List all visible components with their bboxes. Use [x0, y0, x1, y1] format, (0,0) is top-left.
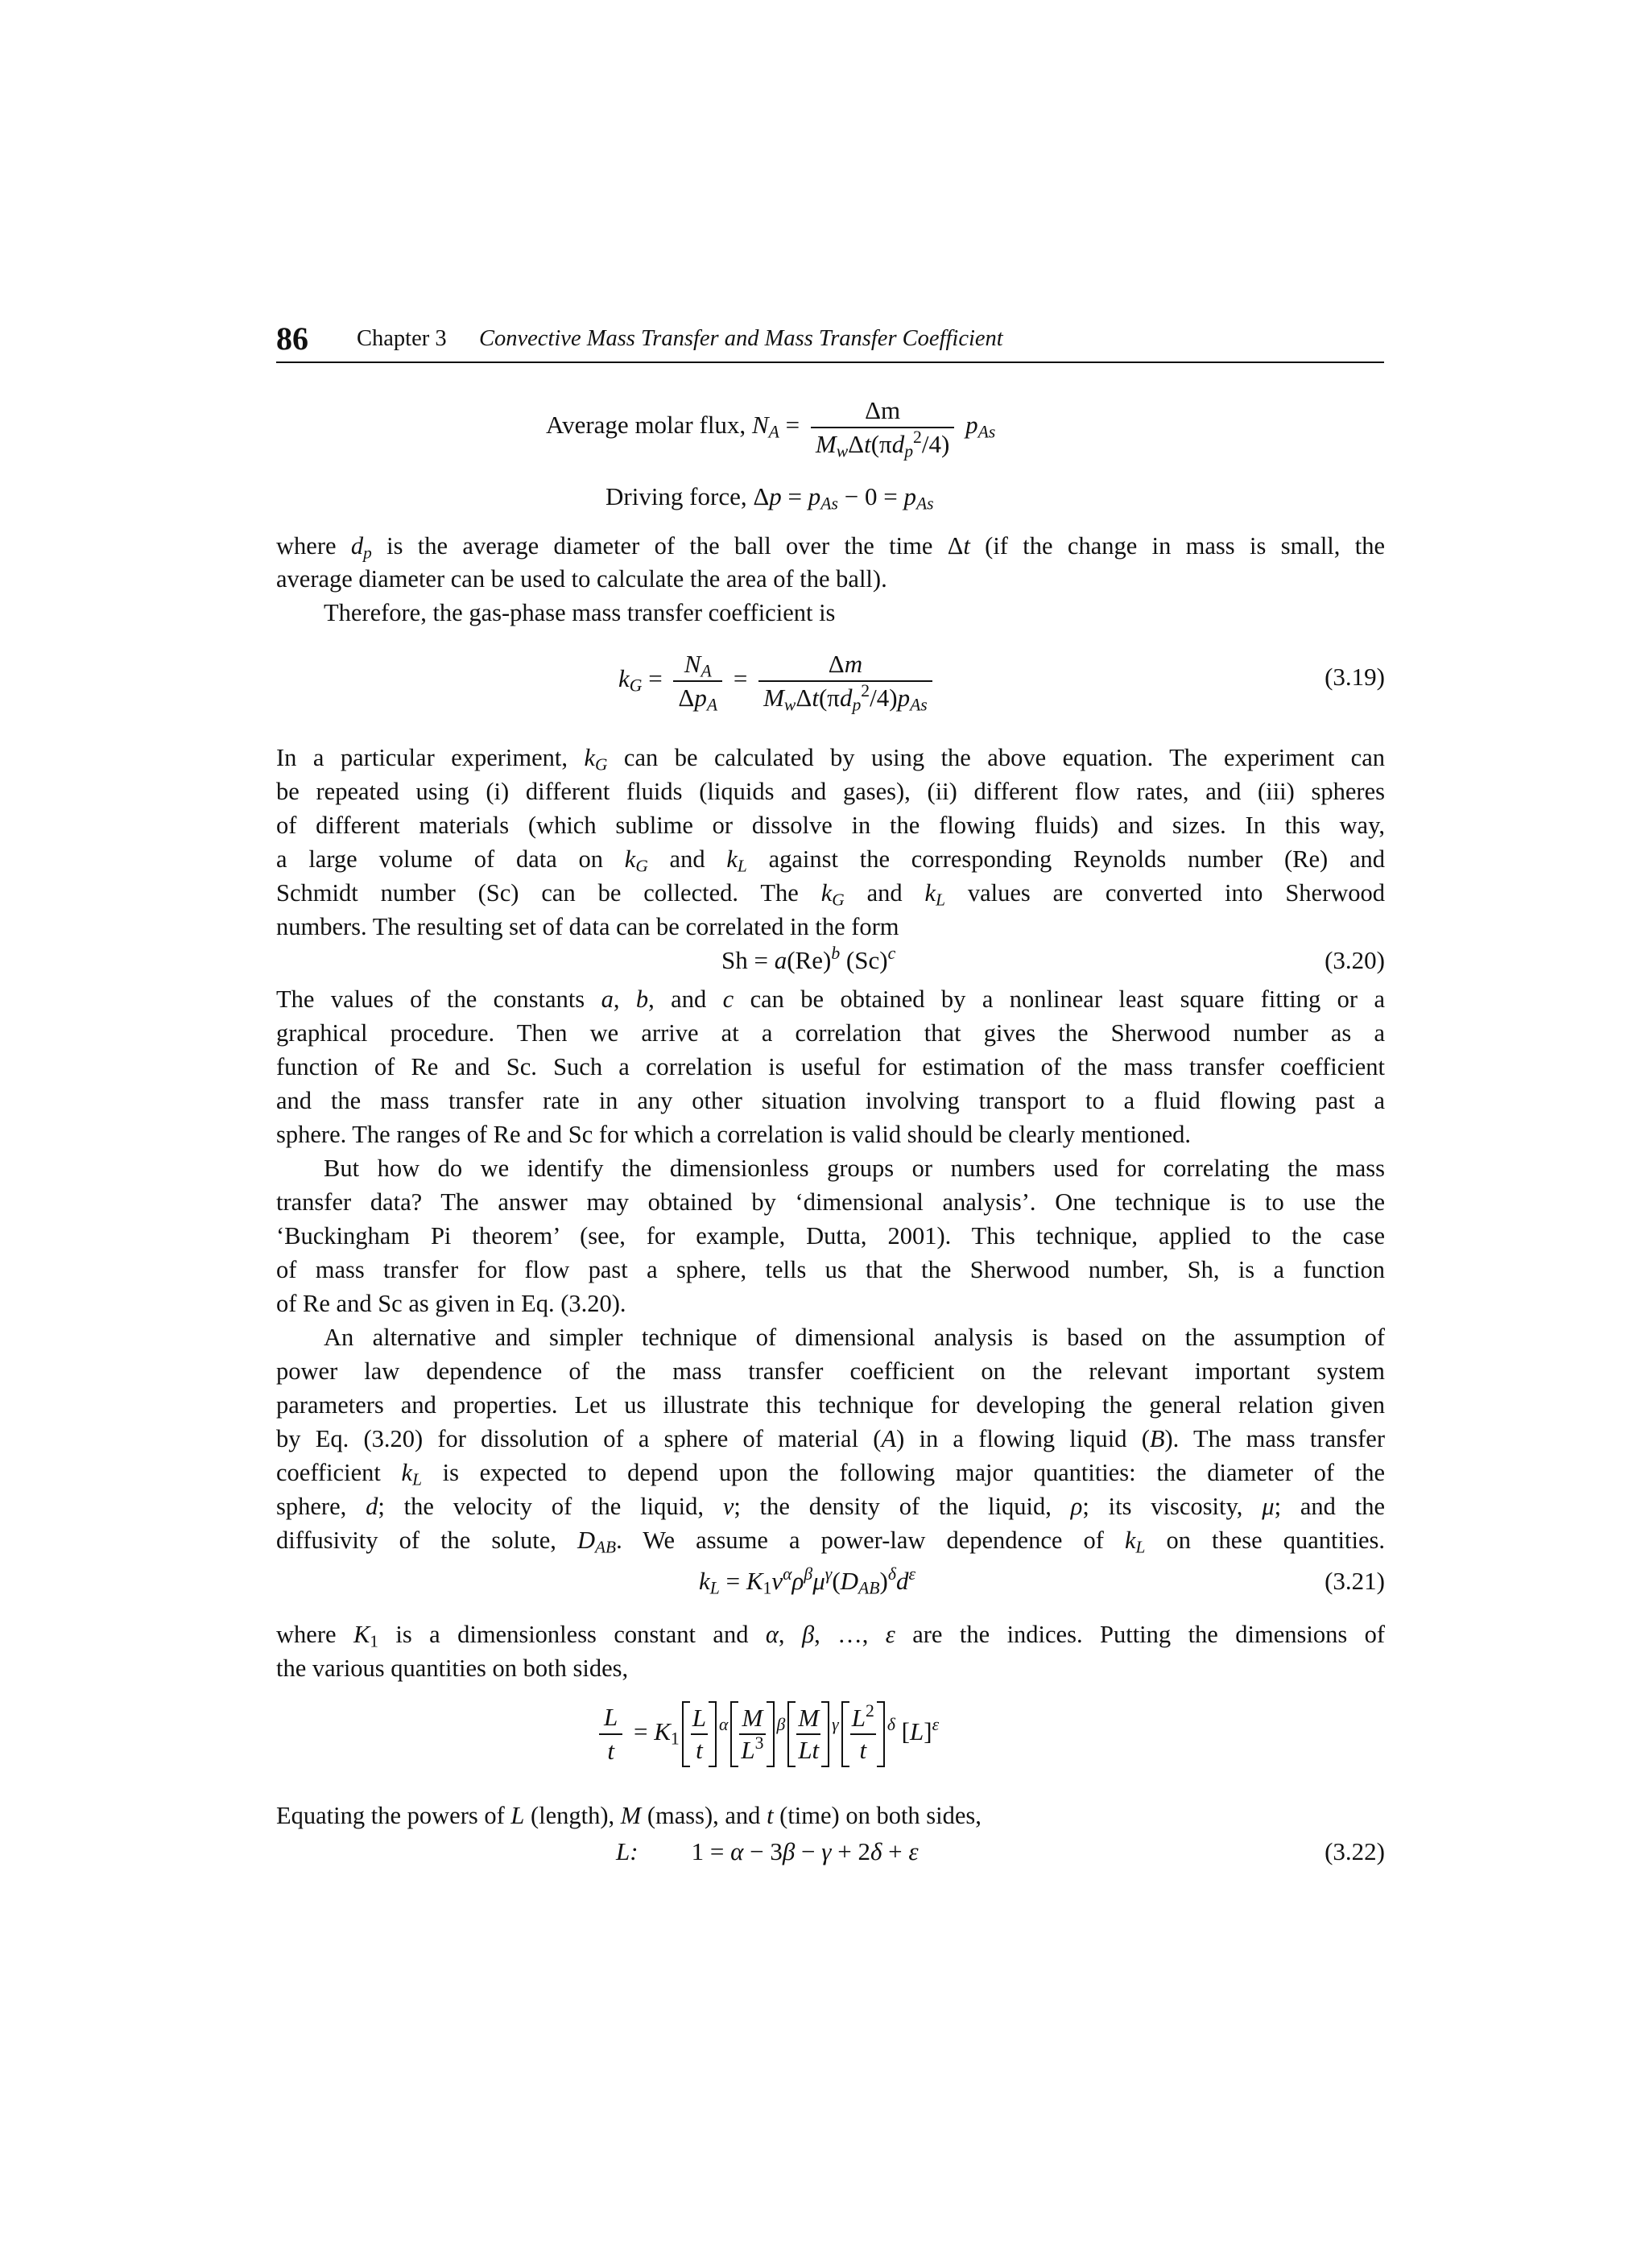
- text-line: Therefore, the gas-phase mass transfer coefficient is: [324, 599, 836, 626]
- equation-number: (3.19): [1325, 663, 1385, 691]
- text-line: of Re and Sc as given in Eq. (3.20).: [276, 1290, 626, 1317]
- text-line: power law dependence of the mass transfer coefficient on the relevant important system: [276, 1357, 1385, 1385]
- text-line: transfer data? The answer may obtained by ‘dimensional analysis’. One technique is to use the: [276, 1188, 1385, 1216]
- text-line: where $d_p$ is the average diameter of the ball over the time Δt (if the change in mass is small, the: [276, 532, 1386, 563]
- text-line: sphere, d; the velocity of the liquid, v; the density of the liquid, ρ; its viscosity, μ; and the: [276, 1493, 1386, 1520]
- page-number: 86: [276, 320, 308, 357]
- equation-3-21: $k_L = K_1v^\alpha\rho^\beta\mu^\gamma(D_{AB})^\delta d^\varepsilon$: [699, 1564, 915, 1598]
- text-line: coefficient $k_L$ is expected to depend upon the following major quantities: the diameter of the: [276, 1459, 1385, 1489]
- equation-dimensions: $\frac{L}{t}$ = $K_1$ $\frac{L}{t}$ $^\alpha$ $\frac{M}{L^3}$ $^\beta$ $\frac{M}{Lt}$ $^\gamma$ $\frac{L^2}{t}$ $^\delta$ $[L]^\varepsilon$: [594, 1701, 939, 1767]
- text-line: In a particular experiment, $k_G$ can be calculated by using the above equation. The experiment can: [276, 744, 1386, 775]
- text-line: An alternative and simpler technique of dimensional analysis is based on the assumption of: [324, 1324, 1385, 1351]
- chapter-label: Chapter 3: [357, 326, 447, 351]
- running-header: [276, 316, 1384, 363]
- equation-average-molar-flux: Average molar flux, $N_A$ = $\frac{\Delta m}{M_w\Delta t(\pi d_p^2/4)}$ $p_{As}$: [546, 396, 996, 461]
- text-line: ‘Buckingham Pi theorem’ (see, for example, Dutta, 2001). This technique, applied to the case: [276, 1222, 1385, 1250]
- text-line: where $K_1$ is a dimensionless constant and α, β, …, ε are the indices. Putting the dimensions of: [276, 1621, 1386, 1651]
- text-line: and the mass transfer rate in any other situation involving transport to a fluid flowing past a: [276, 1087, 1385, 1114]
- text-line: But how do we identify the dimensionless groups or numbers used for correlating the mass: [324, 1155, 1385, 1182]
- equation-driving-force: Driving force, $\Delta p = p_{As} - 0 = p_{As}$: [605, 482, 934, 514]
- equation-3-19: $k_G$ = $\frac{N_A}{\Delta p_A}$ = $\frac{\Delta m}{M_w\Delta t(\pi d_p^2/4)p_{As}}$: [618, 648, 937, 714]
- text-line: diffusivity of the solute, $D_{AB}$. We assume a power-law dependence of $k_L$ on these quantities.: [276, 1526, 1385, 1557]
- equation-number: (3.22): [1325, 1837, 1385, 1865]
- equation-number: (3.20): [1325, 946, 1385, 974]
- text-line: function of Re and Sc. Such a correlation is useful for estimation of the mass transfer coefficient: [276, 1053, 1385, 1080]
- equation-number: (3.21): [1325, 1567, 1385, 1595]
- text-line: numbers. The resulting set of data can be correlated in the form: [276, 913, 899, 940]
- text-line: by Eq. (3.20) for dissolution of a sphere of material (A) in a flowing liquid (B). The mass transfer: [276, 1425, 1385, 1452]
- text-line: of mass transfer for flow past a sphere, tells us that the Sherwood number, Sh, is a function: [276, 1256, 1385, 1283]
- text-line: sphere. The ranges of Re and Sc for which a correlation is valid should be clearly mentioned.: [276, 1121, 1192, 1148]
- equation-3-22: L: 1 = α − 3β − γ + 2δ + ε: [616, 1837, 919, 1865]
- text-line: average diameter can be used to calculate the area of the ball).: [276, 565, 887, 593]
- text-line: be repeated using (i) different fluids (liquids and gases), (ii) different flow rates, and (iii) spheres: [276, 778, 1385, 805]
- text-line: Equating the powers of L (length), M (mass), and t (time) on both sides,: [276, 1802, 982, 1829]
- text-line: Schmidt number (Sc) can be collected. The $k_G$ and $k_L$ values are converted into Sherwood: [276, 879, 1386, 910]
- text-line: a large volume of data on $k_G$ and $k_L$ against the corresponding Reynolds number (Re) and: [276, 845, 1385, 876]
- text-line: of different materials (which sublime or dissolve in the flowing fluids) and sizes. In this way,: [276, 812, 1385, 839]
- text-line: parameters and properties. Let us illustrate this technique for developing the general relation given: [276, 1391, 1385, 1419]
- text-line: graphical procedure. Then we arrive at a correlation that gives the Sherwood number as a: [276, 1019, 1385, 1047]
- text-line: The values of the constants a, b, and c can be obtained by a nonlinear least square fitting or a: [276, 985, 1386, 1013]
- text-line: the various quantities on both sides,: [276, 1655, 629, 1682]
- chapter-title: Convective Mass Transfer and Mass Transfer Coefficient: [479, 326, 1003, 351]
- equation-3-20: $Sh = a(Re)^b$ $(Sc)^c$: [721, 944, 896, 974]
